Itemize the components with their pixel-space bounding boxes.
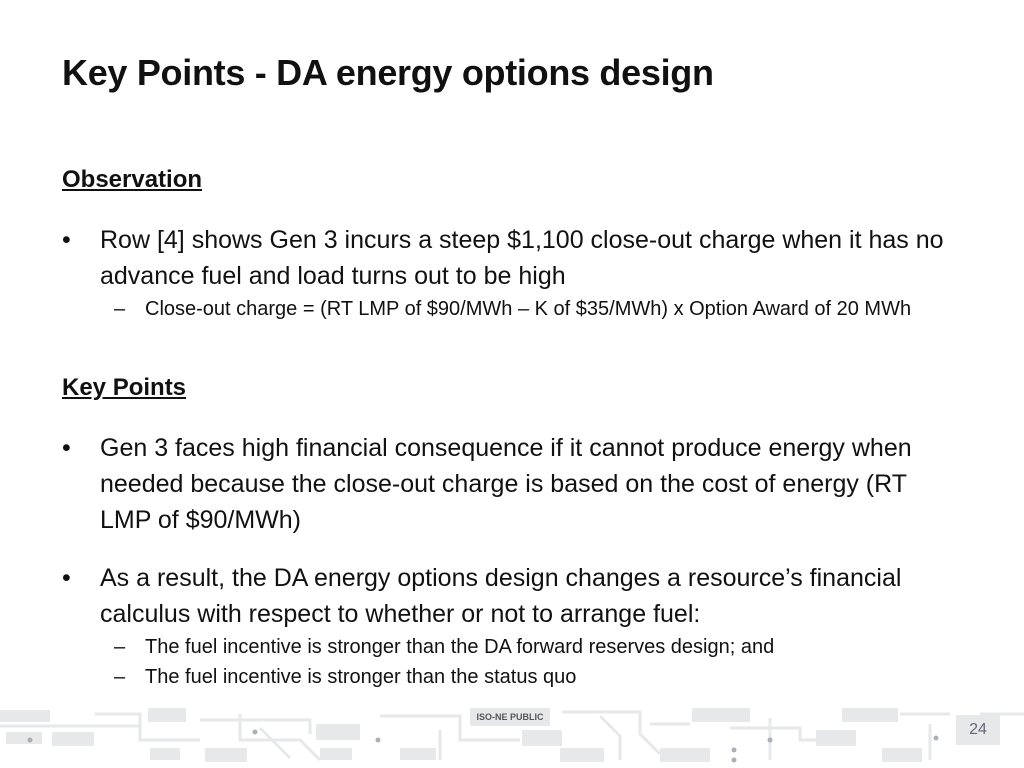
sub-bullet-text: The fuel incentive is stronger than the DA forward reserves design; and [145,636,775,658]
section-heading-key-points: Key Points [62,374,187,401]
dash-icon: – [114,298,126,320]
bullet-icon: • [62,226,71,254]
bullet-text: Gen 3 faces high financial consequence if it cannot produce energy when needed because the close-out charge is based on the cost of energy (RT LMP of $90/MWh) [100,434,912,534]
dash-icon: – [114,666,126,688]
sub-bullet-text: Close-out charge = (RT LMP of $90/MWh – K of $35/MWh) x Option Award of 20 MWh [145,298,912,320]
slide-title: Key Points - DA energy options design [62,52,714,93]
bullet-item [62,430,960,538]
sub-bullet-item [114,294,945,325]
sub-bullet-item [114,632,945,663]
classification-label: ISO-NE PUBLIC [470,708,550,726]
dash-icon: – [114,636,126,658]
page-number: 24 [956,715,1000,745]
bullet-item [62,222,960,294]
bullet-icon: • [62,434,71,462]
bullet-item [62,560,960,632]
sub-bullet-text: The fuel incentive is stronger than the status quo [145,666,577,688]
sub-bullet-item [114,662,945,693]
bullet-text: As a result, the DA energy options design changes a resource’s financial calculus with respect to whether or not to arrange fuel: [100,564,902,628]
section-heading-observation: Observation [62,166,203,193]
bullet-text: Row [4] shows Gen 3 incurs a steep $1,100 close-out charge when it has no advance fuel and load turns out to be high [100,226,944,290]
bullet-icon: • [62,564,71,592]
